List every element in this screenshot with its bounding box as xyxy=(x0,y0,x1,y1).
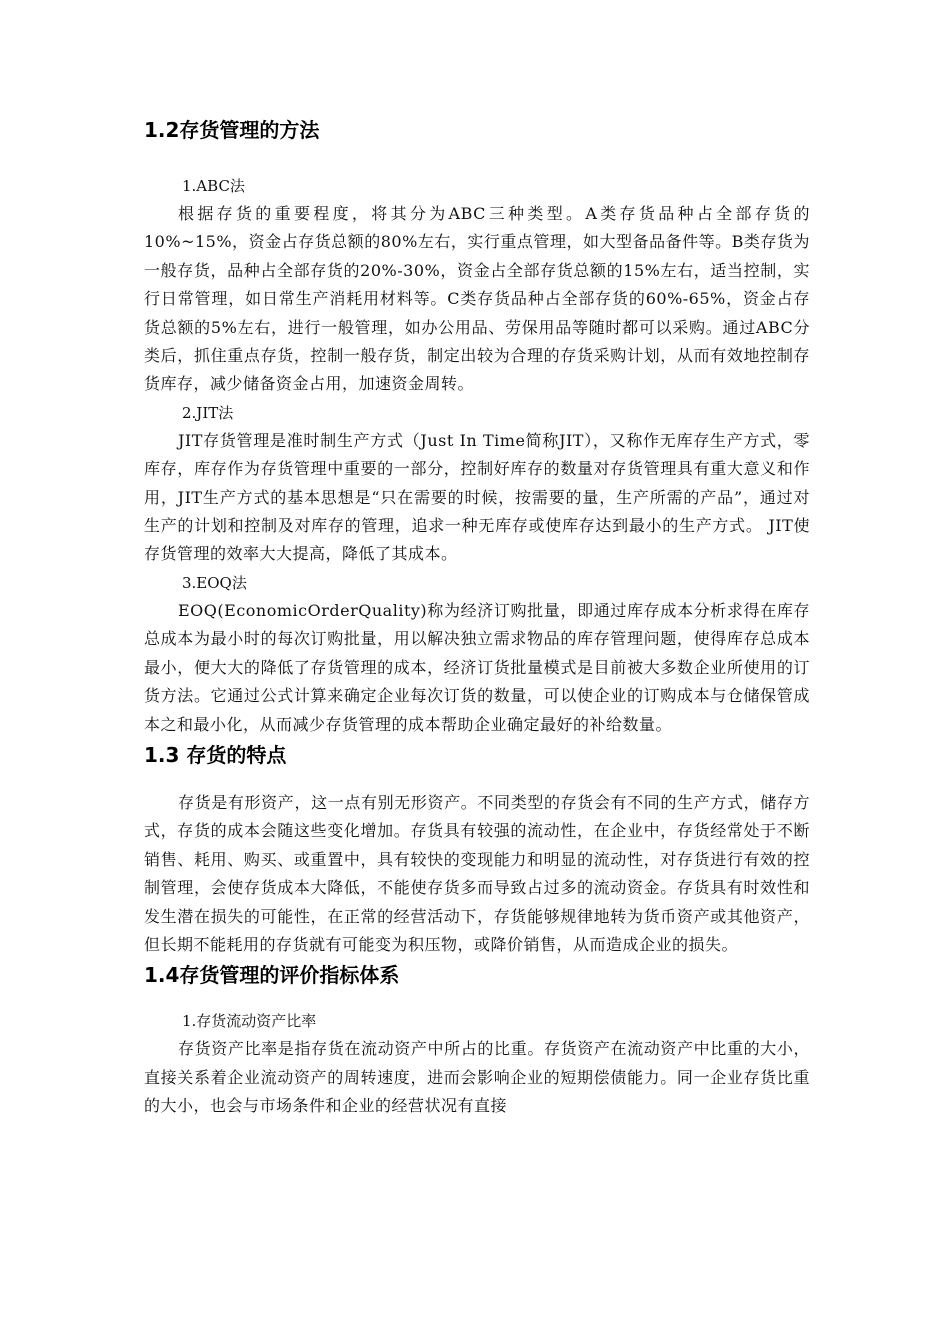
paragraph-jit: JIT存货管理是准时制生产方式（Just In Time简称JIT），又称作无库存生产方式，零库存，库存作为存货管理中重要的一部分，控制好库存的数量对存货管理具有重大意义和作用，JIT生产方式的基本思想是“只在需要的时候，按需要的量，生产所需的产品”，通过对生产的计划和控制及对库存的管理，追求一种无库存或使库存达到最小的生产方式。 JIT使存货管理的效率大大提高，降低了其成本。 xyxy=(144,430,810,564)
paragraph-abc: 根据存货的重要程度，将其分为ABC三种类型。A类存货品种占全部存货的10%~15%，资金占存货总额的80%左右，实行重点管理，如大型备品备件等。B类存货为一般存货，品种占全部存货的20%-30%，资金占全部存货总额的15%左右，适当控制，实行日常管理，如日常生产消耗用材料等。C类存货品种占全部存货的60%-65%，资金占存货总额的5%左右，进行一般管理，如办公用品、劳保用品等随时都可以采购。通过ABC分类后，抓住重点存货，控制一般存货，制定出较为合理的存货采购计划，从而有效地控制存货库存，减少储备资金占用，加速资金周转。 xyxy=(144,204,810,394)
document-page xyxy=(144,108,810,1121)
subheading-jit: 2.JIT法 xyxy=(182,403,234,422)
section-heading-1-3: 1.3 存货的特点 xyxy=(144,742,287,767)
subheading-eoq: 3.EOQ法 xyxy=(182,573,247,592)
paragraph-inventory-ratio: 存货资产比率是指存货在流动资产中所占的比重。存货资产在流动资产中比重的大小，直接关系着企业流动资产的周转速度，进而会影响企业的短期偿债能力。同一企业存货比重的大小，也会与市场条件和企业的经营状况有直接 xyxy=(144,1039,810,1116)
subheading-inventory-ratio: 1.存货流动资产比率 xyxy=(182,1012,317,1031)
paragraph-eoq: EOQ(EconomicOrderQuality)称为经济订购批量，即通过库存成本分析求得在库存总成本为最小时的每次订购批量，用以解决独立需求物品的库存管理问题，使得库存总成本最小，便大大的降低了存货管理的成本，经济订货批量模式是目前被大多数企业所使用的订货方法。它通过公式计算来确定企业每次订货的数量，可以使企业的订购成本与仓储保管成本之和最小化，从而减少存货管理的成本帮助企业确定最好的补给数量。 xyxy=(144,600,810,734)
section-heading-1-4: 1.4存货管理的评价指标体系 xyxy=(144,963,400,988)
section-heading-1-2: 1.2存货管理的方法 xyxy=(144,118,320,142)
paragraph-characteristics: 存货是有形资产，这一点有别无形资产。不同类型的存货会有不同的生产方式，储存方式，存货的成本会随这些变化增加。存货具有较强的流动性，在企业中，存货经常处于不断销售、耗用、购买、或重置中，具有较快的变现能力和明显的流动性，对存货进行有效的控制管理，会使存货成本大降低，不能使存货多而导致占过多的流动资金。存货具有时效性和发生潜在损失的可能性，在正常的经营活动下，存货能够规律地转为货币资产或其他资产，但长期不能耗用的存货就有可能变为积压物，或降价销售，从而造成企业的损失。 xyxy=(144,792,810,954)
subheading-abc: 1.ABC法 xyxy=(182,177,245,195)
